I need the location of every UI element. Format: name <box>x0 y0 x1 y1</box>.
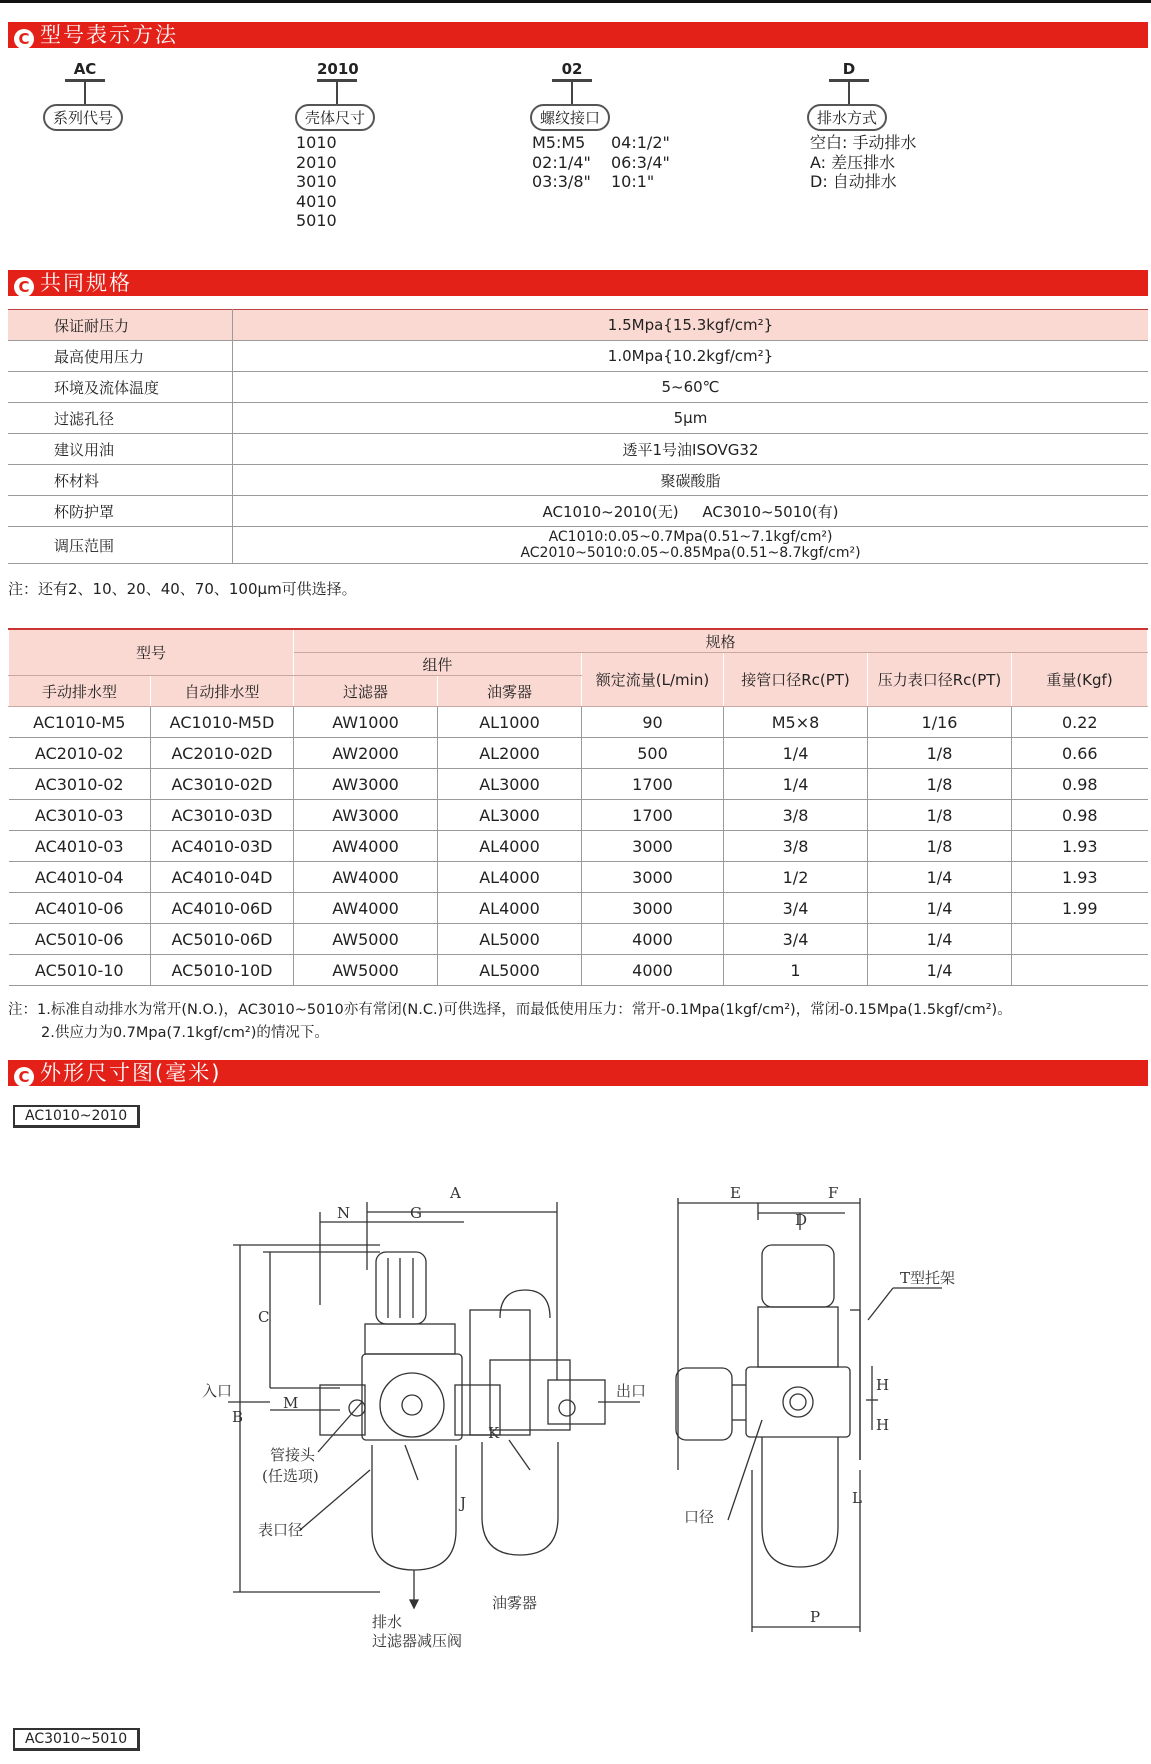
table-cell <box>1012 955 1148 986</box>
port-label: 口径 <box>684 1508 715 1526</box>
dim-letter-p: P <box>810 1608 821 1626</box>
table-cell: AC1010-M5 <box>9 707 151 738</box>
common-spec-table <box>8 309 1148 564</box>
table-cell: 0.22 <box>1012 707 1148 738</box>
c-logo-icon: C <box>14 277 34 297</box>
table-cell: AW5000 <box>294 924 438 955</box>
option: 2010 <box>296 152 337 172</box>
spec-note: 注：还有2、10、20、40、70、100μm可供选择。 <box>8 580 357 598</box>
table-cell: AW5000 <box>294 955 438 986</box>
table-cell: 1/4 <box>868 924 1012 955</box>
table-cell: AW3000 <box>294 769 438 800</box>
option: 04:1/2" <box>611 133 670 152</box>
table-cell: 90 <box>582 707 724 738</box>
table-cell: AL4000 <box>438 862 582 893</box>
option: 1010 <box>296 133 337 152</box>
table-row: 环境及流体温度 5~60℃ <box>8 372 1148 403</box>
table-row <box>9 955 1148 986</box>
table-cell: 0.98 <box>1012 800 1148 831</box>
option: 10:1" <box>611 172 655 191</box>
dim-letter-l: L <box>852 1489 862 1507</box>
table-cell: AC4010-06 <box>9 893 151 924</box>
fitting-label: 管接头 <box>270 1446 316 1464</box>
table-row <box>9 707 1148 738</box>
top-border <box>0 0 1151 3</box>
table-cell: AC4010-04 <box>9 862 151 893</box>
table-cell <box>1012 924 1148 955</box>
table-row: 调压范围 AC1010:0.05~0.7Mpa(0.51~7.1kgf/cm²) AC2010~5010:0.05~0.85Mpa(0.51~8.7kgf/cm²) <box>8 527 1148 564</box>
code-label: 壳体尺寸 <box>295 104 375 131</box>
table-cell: AW2000 <box>294 738 438 769</box>
dim-letter-d: D <box>795 1211 808 1229</box>
dimension-drawing <box>0 1170 1151 1670</box>
table-cell: AC2010-02D <box>151 738 294 769</box>
table-cell: AL3000 <box>438 800 582 831</box>
table-cell: AC5010-06 <box>9 924 151 955</box>
code-label: 系列代号 <box>43 104 123 131</box>
table-cell: 1700 <box>582 800 724 831</box>
table-cell: 0.66 <box>1012 738 1148 769</box>
side-view <box>676 1198 942 1632</box>
table-cell: AL4000 <box>438 831 582 862</box>
table-cell: 1/8 <box>868 831 1012 862</box>
c-logo-icon: C <box>14 1067 34 1087</box>
code-label: 排水方式 <box>807 104 887 131</box>
c-logo-icon: C <box>14 29 34 49</box>
dim-letter-h2: H <box>876 1416 890 1434</box>
code-label: 螺纹接口 <box>530 104 610 131</box>
table-cell: 1/4 <box>724 769 868 800</box>
table-cell: 4000 <box>582 955 724 986</box>
section-header-dimensions: C 外形尺寸图(毫米) <box>8 1060 1148 1086</box>
table-cell: AC4010-06D <box>151 893 294 924</box>
dim-label-large: AC3010~5010 <box>13 1728 140 1751</box>
table-cell: 3/8 <box>724 800 868 831</box>
table-cell: AC3010-03D <box>151 800 294 831</box>
code-series <box>53 60 123 131</box>
table-cell: 3/8 <box>724 831 868 862</box>
dim-letter-g: G <box>410 1204 422 1222</box>
filter-regulator-label: 过滤器减压阀 <box>372 1632 463 1650</box>
table-cell: AW1000 <box>294 707 438 738</box>
code-value: AC <box>73 60 97 78</box>
table-cell: AC4010-03 <box>9 831 151 862</box>
table-cell: 0.98 <box>1012 769 1148 800</box>
fitting-optional-label: (任选项) <box>262 1467 319 1485</box>
table-row: 建议用油 透平1号油ISOVG32 <box>8 434 1148 465</box>
table-cell: AL5000 <box>438 924 582 955</box>
dim-letter-k: K <box>488 1424 500 1442</box>
table-cell: 3000 <box>582 893 724 924</box>
code-value: 02 <box>561 60 583 78</box>
gauge-port-label: 表口径 <box>258 1521 304 1539</box>
table-row <box>9 862 1148 893</box>
table-cell: AC3010-02 <box>9 769 151 800</box>
table-row <box>9 769 1148 800</box>
table-cell: 1/4 <box>868 893 1012 924</box>
code-value: 2010 <box>317 60 359 78</box>
dim-letter-e: E <box>730 1184 741 1202</box>
table-row: 杯材料 聚碳酸脂 <box>8 465 1148 496</box>
table-cell: 1/8 <box>868 800 1012 831</box>
table-cell: AW4000 <box>294 862 438 893</box>
option: 5010 <box>296 211 337 230</box>
option: D: 自动排水 <box>810 172 897 191</box>
table-cell: 1.99 <box>1012 893 1148 924</box>
option: 03:3/8" <box>532 172 591 191</box>
code-body-size <box>296 60 375 231</box>
table-row <box>9 893 1148 924</box>
table-cell: AL2000 <box>438 738 582 769</box>
code-thread-port <box>532 60 712 191</box>
option: 06:3/4" <box>611 152 670 172</box>
table-row: 过滤孔径 5μm <box>8 403 1148 434</box>
table-cell: AC2010-02 <box>9 738 151 769</box>
table-cell: AL1000 <box>438 707 582 738</box>
table-cell: 1/8 <box>868 738 1012 769</box>
table-row <box>9 924 1148 955</box>
table-cell: AW4000 <box>294 893 438 924</box>
option: 4010 <box>296 191 337 211</box>
option: M5:M5 <box>532 133 586 152</box>
table-row <box>9 738 1148 769</box>
table-cell: 3000 <box>582 862 724 893</box>
table-cell: 4000 <box>582 924 724 955</box>
table-cell: AL3000 <box>438 769 582 800</box>
dim-letter-j: J <box>460 1494 467 1512</box>
table-cell: 3/4 <box>724 893 868 924</box>
table-cell: AW3000 <box>294 800 438 831</box>
table-cell: 1.93 <box>1012 831 1148 862</box>
code-value: D <box>842 60 856 78</box>
table-cell: M5×8 <box>724 707 868 738</box>
table-cell: AC5010-10D <box>151 955 294 986</box>
model-table: 型号 规格 组件 额定流量(L/min) 接管口径Rc(PT) 压力表口径Rc(PT) 重量(Kgf) 手动排水型 自动排水型 过滤器 油雾器 AC1010-M5 AC1010-M5D AW1000 AL1000 90 M5×8 1/16 0.22 AC2010-02 AC2010-02D AW2000 AL2000 500 1/4 1/8 0.66 AC3010-02 AC3010-02D AW3000 AL3000 1700 1/4 1/8 0.98 AC3010-03 AC3010-03D AW3000 AL3000 1700 3/8 1/8 0.98 AC4010-03 AC4010-03D AW4000 AL4000 3000 3/8 1/8 1.93 AC4010-04 AC4010-04D AW4000 AL4000 3000 1/2 1/4 1.93 AC4010-06 AC4010-06D AW4000 AL4000 3000 3/4 1/4 1.99 AC5010-06 AC5010-06D AW5000 AL5000 4000 3/4 1/4 AC5010-10 AC5010-10D AW5000 AL5000 4000 1 1/4 <box>8 628 1148 986</box>
dim-letter-c: C <box>258 1308 270 1326</box>
dim-letter-a: A <box>450 1184 461 1202</box>
dim-letter-b: B <box>232 1408 244 1426</box>
table-cell: 1/8 <box>868 769 1012 800</box>
table-cell: 1/4 <box>868 862 1012 893</box>
bracket-label: T型托架 <box>900 1269 956 1287</box>
inlet-label: 入口 <box>202 1382 233 1400</box>
table-cell: 500 <box>582 738 724 769</box>
table-cell: 3/4 <box>724 924 868 955</box>
drain-label: 排水 <box>372 1613 403 1631</box>
option: A: 差压排水 <box>810 152 896 172</box>
model-note-1: 注：1.标准自动排水为常开(N.O.)，AC3010~5010亦有常闭(N.C.)可供选择，而最低使用压力：常开-0.1Mpa(1kgf/cm²)，常闭-0.15Mpa(1.5kgf/cm²)。 <box>8 1002 1012 1018</box>
dim-label-small: AC1010~2010 <box>13 1105 140 1128</box>
table-cell: 1700 <box>582 769 724 800</box>
table-row <box>9 800 1148 831</box>
table-cell: 1/2 <box>724 862 868 893</box>
section-header-common-spec: C 共同规格 <box>8 270 1148 296</box>
table-row: 最高使用压力 1.0Mpa{10.2kgf/cm²} <box>8 341 1148 372</box>
code-drain-type <box>810 60 1010 192</box>
table-cell: 1.93 <box>1012 862 1148 893</box>
dim-letter-h1: H <box>876 1376 890 1394</box>
table-row: 杯防护罩 AC1010~2010(无) AC3010~5010(有) <box>8 496 1148 527</box>
table-row: 保证耐压力 1.5Mpa{15.3kgf/cm²} <box>8 310 1148 341</box>
option: 02:1/4" <box>532 152 591 172</box>
table-cell: AC1010-M5D <box>151 707 294 738</box>
table-row <box>9 831 1148 862</box>
table-cell: AW4000 <box>294 831 438 862</box>
table-cell: 1/4 <box>724 738 868 769</box>
table-cell: 1/16 <box>868 707 1012 738</box>
table-cell: 1/4 <box>868 955 1012 986</box>
table-cell: AC5010-06D <box>151 924 294 955</box>
option: 3010 <box>296 172 337 191</box>
table-cell: AC3010-03 <box>9 800 151 831</box>
table-cell: AL4000 <box>438 893 582 924</box>
option: 空白: 手动排水 <box>810 133 917 152</box>
table-cell: AC4010-04D <box>151 862 294 893</box>
outlet-label: 出口 <box>616 1382 647 1400</box>
table-cell: AL5000 <box>438 955 582 986</box>
table-cell: AC3010-02D <box>151 769 294 800</box>
table-cell: 1 <box>724 955 868 986</box>
table-cell: AC5010-10 <box>9 955 151 986</box>
table-cell: AC4010-03D <box>151 831 294 862</box>
section-header-model-notation: C 型号表示方法 <box>8 22 1148 48</box>
dim-letter-f: F <box>828 1184 839 1202</box>
dim-letter-n: N <box>337 1204 351 1222</box>
model-note-2: 2.供应力为0.7Mpa(7.1kgf/cm²)的情况下。 <box>41 1025 329 1041</box>
dim-letter-m: M <box>283 1394 299 1412</box>
table-cell: 3000 <box>582 831 724 862</box>
lubricator-label: 油雾器 <box>492 1594 538 1612</box>
